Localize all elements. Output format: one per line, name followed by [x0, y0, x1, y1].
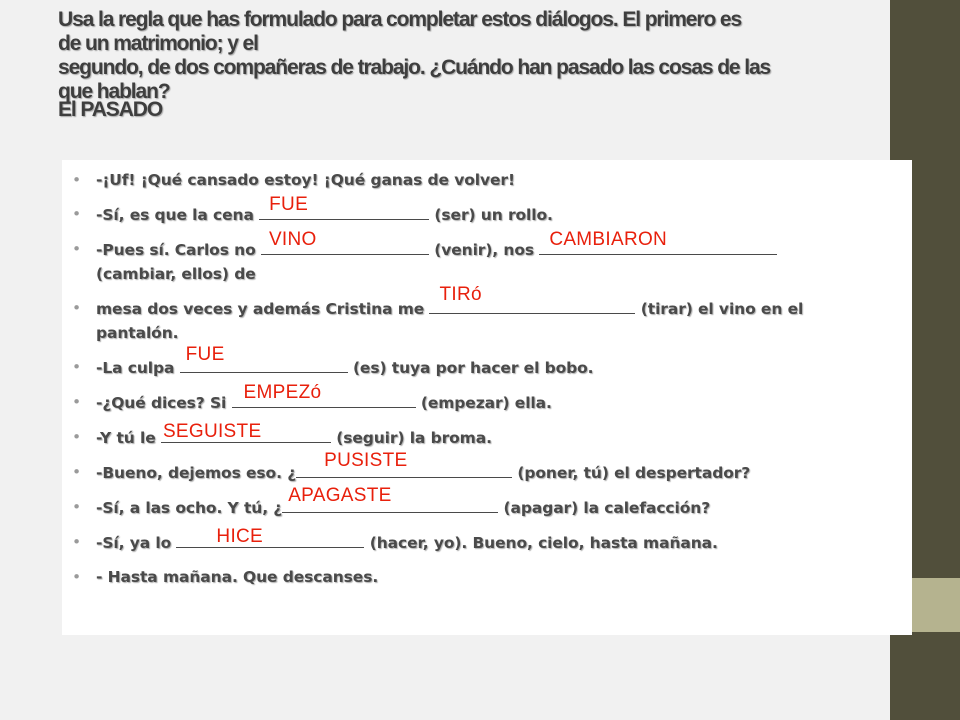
answer-text: HICE — [216, 526, 264, 547]
answer-blank — [282, 485, 498, 513]
answer-text: CAMBIARON — [549, 229, 668, 250]
title-line: que hablan? — [58, 80, 170, 103]
bullet: • — [72, 240, 82, 258]
answer-blank — [232, 382, 416, 408]
answer-blank — [296, 450, 512, 478]
dialog-text: -Bueno, dejemos eso. ¿ — [96, 464, 297, 482]
title-line: de un matrimonio; y el — [58, 32, 258, 55]
dialog-text: (empezar) ella. — [415, 394, 552, 412]
answer-blank — [259, 194, 429, 220]
bullet: • — [72, 171, 82, 189]
bullet: • — [72, 498, 82, 516]
dialog-text: -Sí, es que la cena — [96, 206, 260, 224]
answer-blank — [261, 229, 429, 255]
bullet: • — [72, 463, 82, 481]
dialog-text: -Y tú le — [96, 429, 161, 447]
dialog-text: -¡Uf! ¡Qué cansado estoy! ¡Qué ganas de volver! — [96, 171, 515, 189]
dialog-text: (cambiar, ellos) de — [96, 265, 256, 283]
dialog-line — [70, 421, 870, 450]
answer-text: EMPEZó — [243, 382, 322, 403]
dialog-line — [70, 526, 870, 555]
answer-blank — [161, 421, 331, 443]
answer-text: FUE — [269, 194, 309, 215]
dialog-text: (venir), nos — [428, 241, 540, 259]
dialog-text: -Pues sí. Carlos no — [96, 241, 261, 259]
answer-text: APAGASTE — [288, 485, 392, 506]
bullet: • — [72, 205, 82, 223]
dialog-text: -La culpa — [96, 359, 180, 377]
dialog-list — [70, 168, 870, 589]
dialog-line — [70, 450, 870, 485]
decorative-bar-bottom — [890, 632, 960, 720]
title-line: segundo, de dos compañeras de trabajo. ¿Cuándo han pasado las cosas de las — [58, 56, 771, 79]
dialog-text: (apagar) la calefacción? — [498, 499, 711, 517]
dialog-text: (hacer, yo). Bueno, cielo, hasta mañana. — [364, 534, 718, 552]
dialog-line — [70, 344, 870, 380]
dialog-line — [70, 168, 870, 192]
dialog-text: (es) tuya por hacer el bobo. — [347, 359, 594, 377]
bullet: • — [72, 358, 82, 376]
answer-blank — [539, 229, 777, 255]
dialog-line — [70, 284, 870, 345]
answer-text: VINO — [268, 229, 317, 250]
bullet: • — [72, 533, 82, 551]
slide-title — [58, 8, 890, 122]
title-line: Usa la regla que has formulado para completar estos diálogos. El primero es — [58, 8, 742, 31]
answer-blank — [180, 344, 348, 373]
bullet: • — [72, 428, 82, 446]
dialog-line — [70, 485, 870, 520]
answer-text: PUSISTE — [324, 450, 408, 471]
answer-text: SEGUISTE — [162, 421, 262, 442]
dialog-line — [70, 194, 870, 227]
dialog-line — [70, 229, 870, 286]
answer-blank — [176, 526, 364, 548]
bullet: • — [72, 568, 82, 586]
dialog-text: -¿Qué dices? Si — [96, 394, 232, 412]
dialog-text: (seguir) la broma. — [330, 429, 492, 447]
answer-blank — [429, 284, 635, 314]
dialog-text: -Sí, a las ocho. Y tú, ¿ — [96, 499, 283, 517]
dialog-text: mesa dos veces y además Cristina me — [96, 300, 430, 318]
dialog-text: (ser) un rollo. — [429, 206, 553, 224]
dialog-line — [70, 565, 870, 589]
dialog-line — [70, 382, 870, 415]
dialog-text: (poner, tú) el despertador? — [512, 464, 751, 482]
dialog-text: - Hasta mañana. Que descanses. — [96, 568, 379, 586]
answer-text: TIRó — [439, 284, 482, 305]
dialog-text: (tirar) el vino en el pantalón. — [96, 300, 804, 342]
title-line: El PASADO — [58, 98, 163, 121]
answer-text: FUE — [185, 344, 225, 365]
bullet: • — [72, 299, 82, 317]
dialog-text: -Sí, ya lo — [96, 534, 177, 552]
bullet: • — [72, 393, 82, 411]
